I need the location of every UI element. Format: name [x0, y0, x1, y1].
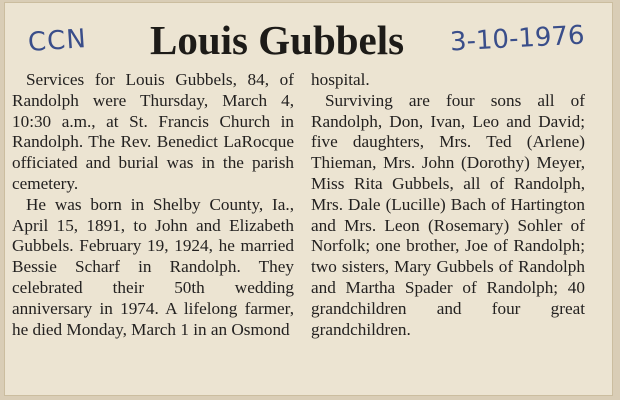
paragraph-continuation: hospital. [311, 70, 370, 89]
article-column-left [12, 70, 294, 340]
newspaper-clipping [4, 2, 613, 396]
paragraph-survivors: Surviving are four sons all of Randolph, Don, Ivan, Leo and David; five daughters, Mrs. Ted (Arlene) Thieman, Mrs. John (Dorothy) Meyer, Miss Rita Gubbels, all of Randolph, Mrs. Dale (Lucille) Bach of Hartington and Mrs. Leon (Rosemary) Sohler of Norfolk; one brother, Joe of Randolph; two sisters, Mary Gubbels of Randolph and Martha Spader of Randolph; 40 grandchildren and four great grandchildren. [311, 90, 585, 339]
paragraph-services: Services for Louis Gubbels, 84, of Randolph were Thursday, March 4, 10:30 a.m., at St. Francis Church in Randolph. The Rev. Benedict LaRocque officiated and burial was in the parish cemetery. [12, 70, 294, 193]
handwritten-note-ccn: CCN [27, 23, 88, 59]
paragraph-biography: He was born in Shelby County, Ia., April 15, 1891, to John and Elizabeth Gubbels. February 19, 1924, he married Bessie Scharf in Randolph. They celebrated their 50th wedding anniversary in 1974. A lifelong farmer, he died Monday, March 1 in an Osmond [12, 194, 294, 339]
article-column-right [311, 70, 585, 340]
handwritten-date-note: 3-10-1976 [449, 20, 586, 58]
obituary-headline: Louis Gubbels [150, 17, 405, 63]
